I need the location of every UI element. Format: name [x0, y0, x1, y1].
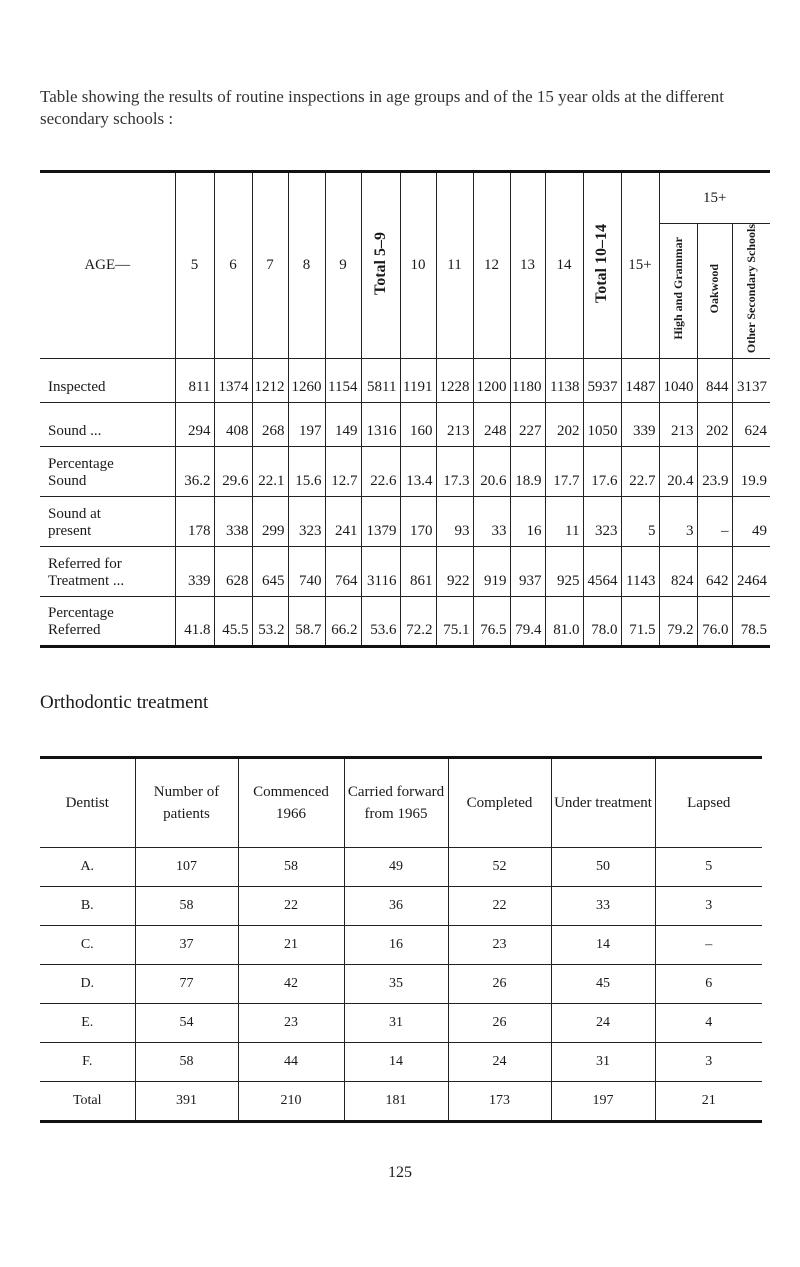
table-cell: 17.6 [583, 447, 621, 497]
row-label-line: Percentage [48, 605, 114, 622]
table-cell: 93 [436, 497, 473, 547]
table-cell: 1191 [400, 359, 436, 403]
col-header: Carried forward from 1965 [344, 758, 448, 848]
row-label-line: Percentage [48, 456, 114, 473]
row-label: B. [40, 887, 135, 926]
table-cell: 49 [344, 848, 448, 887]
table-cell: 17.3 [436, 447, 473, 497]
table-cell: 160 [400, 403, 436, 447]
table-cell: 4 [655, 1004, 762, 1043]
row-label-line: Referred [48, 622, 101, 639]
col-header: 14 [545, 172, 583, 359]
table-cell: 844 [697, 359, 732, 403]
table-cell: 1143 [621, 547, 659, 597]
col-header: 11 [436, 172, 473, 359]
table-cell: 213 [659, 403, 697, 447]
table-cell: 624 [732, 403, 770, 447]
table-cell: 213 [436, 403, 473, 447]
table-cell: 24 [551, 1004, 655, 1043]
table-cell: 45 [551, 965, 655, 1004]
table-cell: 33 [473, 497, 510, 547]
table-cell: 922 [436, 547, 473, 597]
table-cell: 628 [214, 547, 252, 597]
subcol-header: Oakwood [707, 263, 721, 314]
col-header: Dentist [40, 758, 135, 848]
table-cell: 107 [135, 848, 238, 887]
table-cell: 3137 [732, 359, 770, 403]
table-cell: 54 [135, 1004, 238, 1043]
table-cell: 1487 [621, 359, 659, 403]
table-cell: 29.6 [214, 447, 252, 497]
table-cell: 14 [551, 926, 655, 965]
table-cell: 248 [473, 403, 510, 447]
table-cell: 22 [448, 887, 551, 926]
table-cell: 3 [659, 497, 697, 547]
table-cell: 740 [288, 547, 325, 597]
table-cell: 37 [135, 926, 238, 965]
table-cell: 1154 [325, 359, 361, 403]
table-cell: 22 [238, 887, 344, 926]
table-cell: 58 [135, 1043, 238, 1082]
table-cell: 36 [344, 887, 448, 926]
table-cell: 645 [252, 547, 288, 597]
table-cell: 202 [697, 403, 732, 447]
table-cell: 925 [545, 547, 583, 597]
table-cell: 1200 [473, 359, 510, 403]
table-cell: 13.4 [400, 447, 436, 497]
row-label [40, 597, 175, 647]
table-cell: 202 [545, 403, 583, 447]
table-cell: 764 [325, 547, 361, 597]
table-cell: 16 [344, 926, 448, 965]
table-cell: 227 [510, 403, 545, 447]
row-label: A. [40, 848, 135, 887]
table-cell: 77 [135, 965, 238, 1004]
table-cell: 20.4 [659, 447, 697, 497]
col-header: Commenced 1966 [238, 758, 344, 848]
subcol-header: High and Grammar [670, 237, 685, 340]
table-cell: 1040 [659, 359, 697, 403]
table-cell: 268 [252, 403, 288, 447]
row-label-line: Treatment ... [48, 573, 125, 590]
table-cell: 66.2 [325, 597, 361, 647]
inspection-results-table [40, 170, 770, 648]
table-cell: 20.6 [473, 447, 510, 497]
table-cell: 919 [473, 547, 510, 597]
col-header: 10 [400, 172, 436, 359]
table-cell: 338 [214, 497, 252, 547]
table-cell: 78.5 [732, 597, 770, 647]
table-cell: 170 [400, 497, 436, 547]
col-header-total-10-14: Total 10–14 [593, 223, 610, 303]
table-cell: 76.0 [697, 597, 732, 647]
col-header: 13 [510, 172, 545, 359]
table-row [40, 547, 770, 597]
row-label-line: Sound ... [48, 423, 102, 440]
table-cell: 197 [551, 1082, 655, 1122]
col-header: 6 [214, 172, 252, 359]
table-cell: 642 [697, 547, 732, 597]
section-title: Orthodontic treatment [40, 692, 209, 713]
table-cell: 173 [448, 1082, 551, 1122]
table-cell: 3 [655, 1043, 762, 1082]
row-label-line: Sound [48, 473, 87, 490]
table-cell: 11 [545, 497, 583, 547]
table-cell: 53.6 [361, 597, 400, 647]
row-label: F. [40, 1043, 135, 1082]
table-cell: – [655, 926, 762, 965]
table-cell: 71.5 [621, 597, 659, 647]
table-cell: 31 [551, 1043, 655, 1082]
page-number: 125 [388, 1164, 412, 1181]
table-cell: 23 [448, 926, 551, 965]
row-label [40, 547, 175, 597]
table-cell: 24 [448, 1043, 551, 1082]
table-row [40, 597, 770, 647]
table-caption: Table showing the results of routine inspections in age groups and of the 15 year olds at the different secondary schools : [40, 87, 724, 128]
table-row [40, 1043, 762, 1082]
table-cell: 81.0 [545, 597, 583, 647]
col-header-total-5-9: Total 5–9 [371, 231, 389, 295]
table-cell: 53.2 [252, 597, 288, 647]
col-header: Under treatment [551, 758, 655, 848]
row-label-line: present [48, 523, 92, 540]
table-cell: 408 [214, 403, 252, 447]
table-row [40, 848, 762, 887]
table-cell: 58 [135, 887, 238, 926]
table-cell: 18.9 [510, 447, 545, 497]
table-cell: 861 [400, 547, 436, 597]
table-cell: 1379 [361, 497, 400, 547]
row-label [40, 359, 175, 403]
table-row [40, 887, 762, 926]
row-label: E. [40, 1004, 135, 1043]
group-header-15plus: 15+ [659, 172, 770, 224]
table-cell: 299 [252, 497, 288, 547]
table-cell: 181 [344, 1082, 448, 1122]
table-row [40, 1082, 762, 1122]
table-cell: 339 [175, 547, 214, 597]
table-cell: 5811 [361, 359, 400, 403]
row-label-line: Referred for [48, 556, 122, 573]
table-cell: 79.4 [510, 597, 545, 647]
table-cell: 14 [344, 1043, 448, 1082]
table-row [40, 403, 770, 447]
table-cell: 26 [448, 965, 551, 1004]
col-header: 15+ [621, 172, 659, 359]
table-cell: 33 [551, 887, 655, 926]
table-cell: 17.7 [545, 447, 583, 497]
table-cell: 178 [175, 497, 214, 547]
table-cell: 72.2 [400, 597, 436, 647]
row-label [40, 447, 175, 497]
table-cell: 241 [325, 497, 361, 547]
table-cell: 210 [238, 1082, 344, 1122]
table-cell: 75.1 [436, 597, 473, 647]
table-cell: 1374 [214, 359, 252, 403]
table-cell: 45.5 [214, 597, 252, 647]
table-cell: 31 [344, 1004, 448, 1043]
table-cell: 58.7 [288, 597, 325, 647]
table-cell: 149 [325, 403, 361, 447]
table-cell: 58 [238, 848, 344, 887]
table-cell: 23 [238, 1004, 344, 1043]
table-cell: 197 [288, 403, 325, 447]
col-header: 5 [175, 172, 214, 359]
table-cell: 15.6 [288, 447, 325, 497]
table-cell: 1212 [252, 359, 288, 403]
table-cell: 79.2 [659, 597, 697, 647]
table-cell: 824 [659, 547, 697, 597]
table-cell: 36.2 [175, 447, 214, 497]
table-cell: – [697, 497, 732, 547]
table-row [40, 359, 770, 403]
table-cell: 44 [238, 1043, 344, 1082]
table-cell: 35 [344, 965, 448, 1004]
col-header: Completed [448, 758, 551, 848]
subcol-header: Other Secondary Schools [743, 224, 758, 354]
table-cell: 4564 [583, 547, 621, 597]
table-cell: 26 [448, 1004, 551, 1043]
col-header: 8 [288, 172, 325, 359]
table-cell: 1260 [288, 359, 325, 403]
table-cell: 323 [583, 497, 621, 547]
table-cell: 5937 [583, 359, 621, 403]
table-cell: 78.0 [583, 597, 621, 647]
row-label-line: Sound at [48, 506, 101, 523]
col-header: 7 [252, 172, 288, 359]
table-cell: 50 [551, 848, 655, 887]
table-cell: 1138 [545, 359, 583, 403]
table-cell: 23.9 [697, 447, 732, 497]
table-cell: 937 [510, 547, 545, 597]
table-cell: 42 [238, 965, 344, 1004]
table-row [40, 497, 770, 547]
table-cell: 323 [288, 497, 325, 547]
col-header: Number of patients [135, 758, 238, 848]
table-row [40, 1004, 762, 1043]
table-cell: 1180 [510, 359, 545, 403]
table-cell: 1228 [436, 359, 473, 403]
table-cell: 21 [238, 926, 344, 965]
table-cell: 22.6 [361, 447, 400, 497]
row-label: Total [40, 1082, 135, 1122]
table-cell: 76.5 [473, 597, 510, 647]
table-cell: 391 [135, 1082, 238, 1122]
col-header: 9 [325, 172, 361, 359]
table-cell: 22.7 [621, 447, 659, 497]
table-cell: 5 [655, 848, 762, 887]
age-header: AGE— [40, 172, 175, 359]
col-header: Lapsed [655, 758, 762, 848]
table-cell: 339 [621, 403, 659, 447]
table-cell: 49 [732, 497, 770, 547]
row-label: C. [40, 926, 135, 965]
table-cell: 22.1 [252, 447, 288, 497]
row-label [40, 403, 175, 447]
row-label [40, 497, 175, 547]
table-cell: 5 [621, 497, 659, 547]
col-header: 12 [473, 172, 510, 359]
table-cell: 294 [175, 403, 214, 447]
table-cell: 3116 [361, 547, 400, 597]
table-cell: 811 [175, 359, 214, 403]
row-label-line: Inspected [48, 379, 106, 396]
orthodontic-treatment-table [40, 756, 762, 1123]
table-cell: 1050 [583, 403, 621, 447]
table-cell: 16 [510, 497, 545, 547]
table-cell: 2464 [732, 547, 770, 597]
table-cell: 19.9 [732, 447, 770, 497]
table-cell: 21 [655, 1082, 762, 1122]
table-row [40, 447, 770, 497]
table-cell: 6 [655, 965, 762, 1004]
row-label: D. [40, 965, 135, 1004]
table-cell: 3 [655, 887, 762, 926]
table-row [40, 926, 762, 965]
table-cell: 52 [448, 848, 551, 887]
table-row [40, 965, 762, 1004]
table-cell: 1316 [361, 403, 400, 447]
table-cell: 41.8 [175, 597, 214, 647]
table-cell: 12.7 [325, 447, 361, 497]
